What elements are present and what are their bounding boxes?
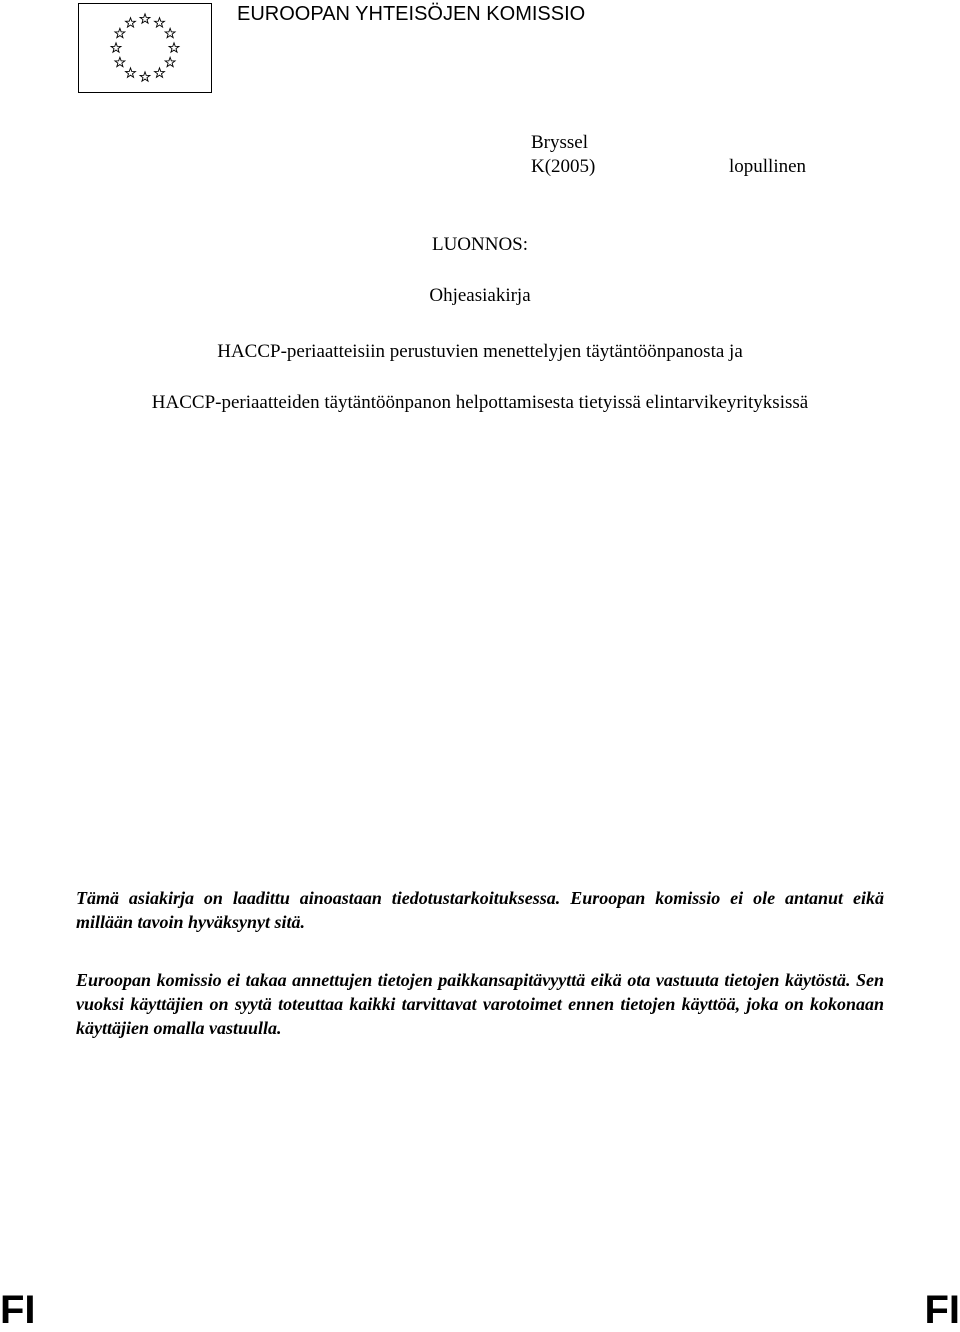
star-icon <box>155 68 165 77</box>
star-icon <box>115 28 125 37</box>
star-icon <box>165 57 175 66</box>
star-icon <box>126 68 136 77</box>
place: Bryssel <box>531 132 588 153</box>
star-icon <box>155 18 165 27</box>
language-code-left: FI <box>0 1288 36 1332</box>
star-icon <box>115 57 125 66</box>
star-icon <box>169 43 179 52</box>
draft-label: LUONNOS: <box>431 234 529 255</box>
language-code-right: FI <box>924 1288 960 1332</box>
star-icon <box>140 72 150 81</box>
disclaimer-paragraph-1: Tämä asiakirja on laadittu ainoastaan tiedotustarkoituksessa. Euroopan komissio ei ole antanut eikä millään tavoin hyväksynyt sitä. <box>76 888 884 932</box>
subject-line-2: HACCP-periaatteiden täytäntöönpanon helpottamisesta tietyissä elintarvikeyrityksissä <box>151 392 809 413</box>
organization-name: EUROOPAN YHTEISÖJEN KOMISSIO <box>237 3 586 25</box>
document-status: lopullinen <box>729 156 807 177</box>
document-reference: K(2005) <box>531 156 596 177</box>
star-icon <box>140 14 150 23</box>
document-type: Ohjeasiakirja <box>429 285 531 306</box>
star-icon <box>165 28 175 37</box>
star-icon <box>111 43 121 52</box>
subject-line-1: HACCP-periaatteisiin perustuvien menettelyjen täytäntöönpanosta ja <box>217 341 743 362</box>
eu-flag-icon <box>78 3 212 93</box>
star-icon <box>126 18 136 27</box>
disclaimer-paragraph-2: Euroopan komissio ei takaa annettujen tietojen paikkansapitävyyttä eikä ota vastuuta tietojen käytöstä. Sen vuoksi käyttäjien on syytä toteuttaa kaikki tarvittavat varotoimet ennen tietojen käyttöä, joka on kokonaan käyttäjien omalla vastuulla. <box>76 970 884 1038</box>
